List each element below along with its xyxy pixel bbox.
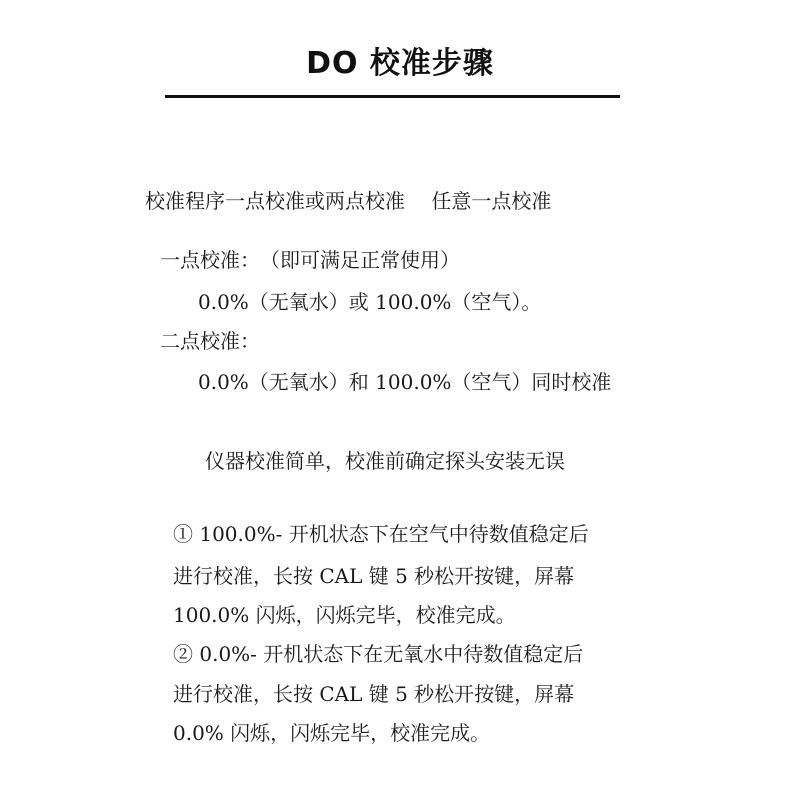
step-1-line-3: 100.0% 闪烁，闪烁完毕，校准完成。 — [173, 603, 516, 627]
page-title: DO 校准步骤 — [306, 46, 494, 81]
step-2-line-2: 进行校准，长按 CAL 键 5 秒松开按键，屏幕 — [173, 682, 575, 706]
calibration-program-line: 校准程序一点校准或两点校准 任意一点校准 — [145, 189, 552, 213]
two-point-description: 0.0%（无氧水）和 100.0%（空气）同时校准 — [198, 370, 612, 394]
summary-text: 仪器校准简单，校准前确定探头安装无误 — [205, 449, 565, 473]
two-point-heading: 二点校准： — [160, 329, 260, 353]
step-1-line-2: 进行校准，长按 CAL 键 5 秒松开按键，屏幕 — [173, 564, 575, 588]
one-point-description: 0.0%（无氧水）或 100.0%（空气）。 — [198, 290, 542, 314]
step-1-line-1: ① 100.0%- 开机状态下在空气中待数值稳定后 — [173, 522, 589, 546]
step-2-line-1: ② 0.0%- 开机状态下在无氧水中待数值稳定后 — [173, 642, 584, 666]
title-underline — [165, 95, 620, 98]
step-2-line-3: 0.0% 闪烁，闪烁完毕，校准完成。 — [173, 721, 491, 745]
one-point-heading: 一点校准： （即可满足正常使用） — [160, 248, 460, 272]
